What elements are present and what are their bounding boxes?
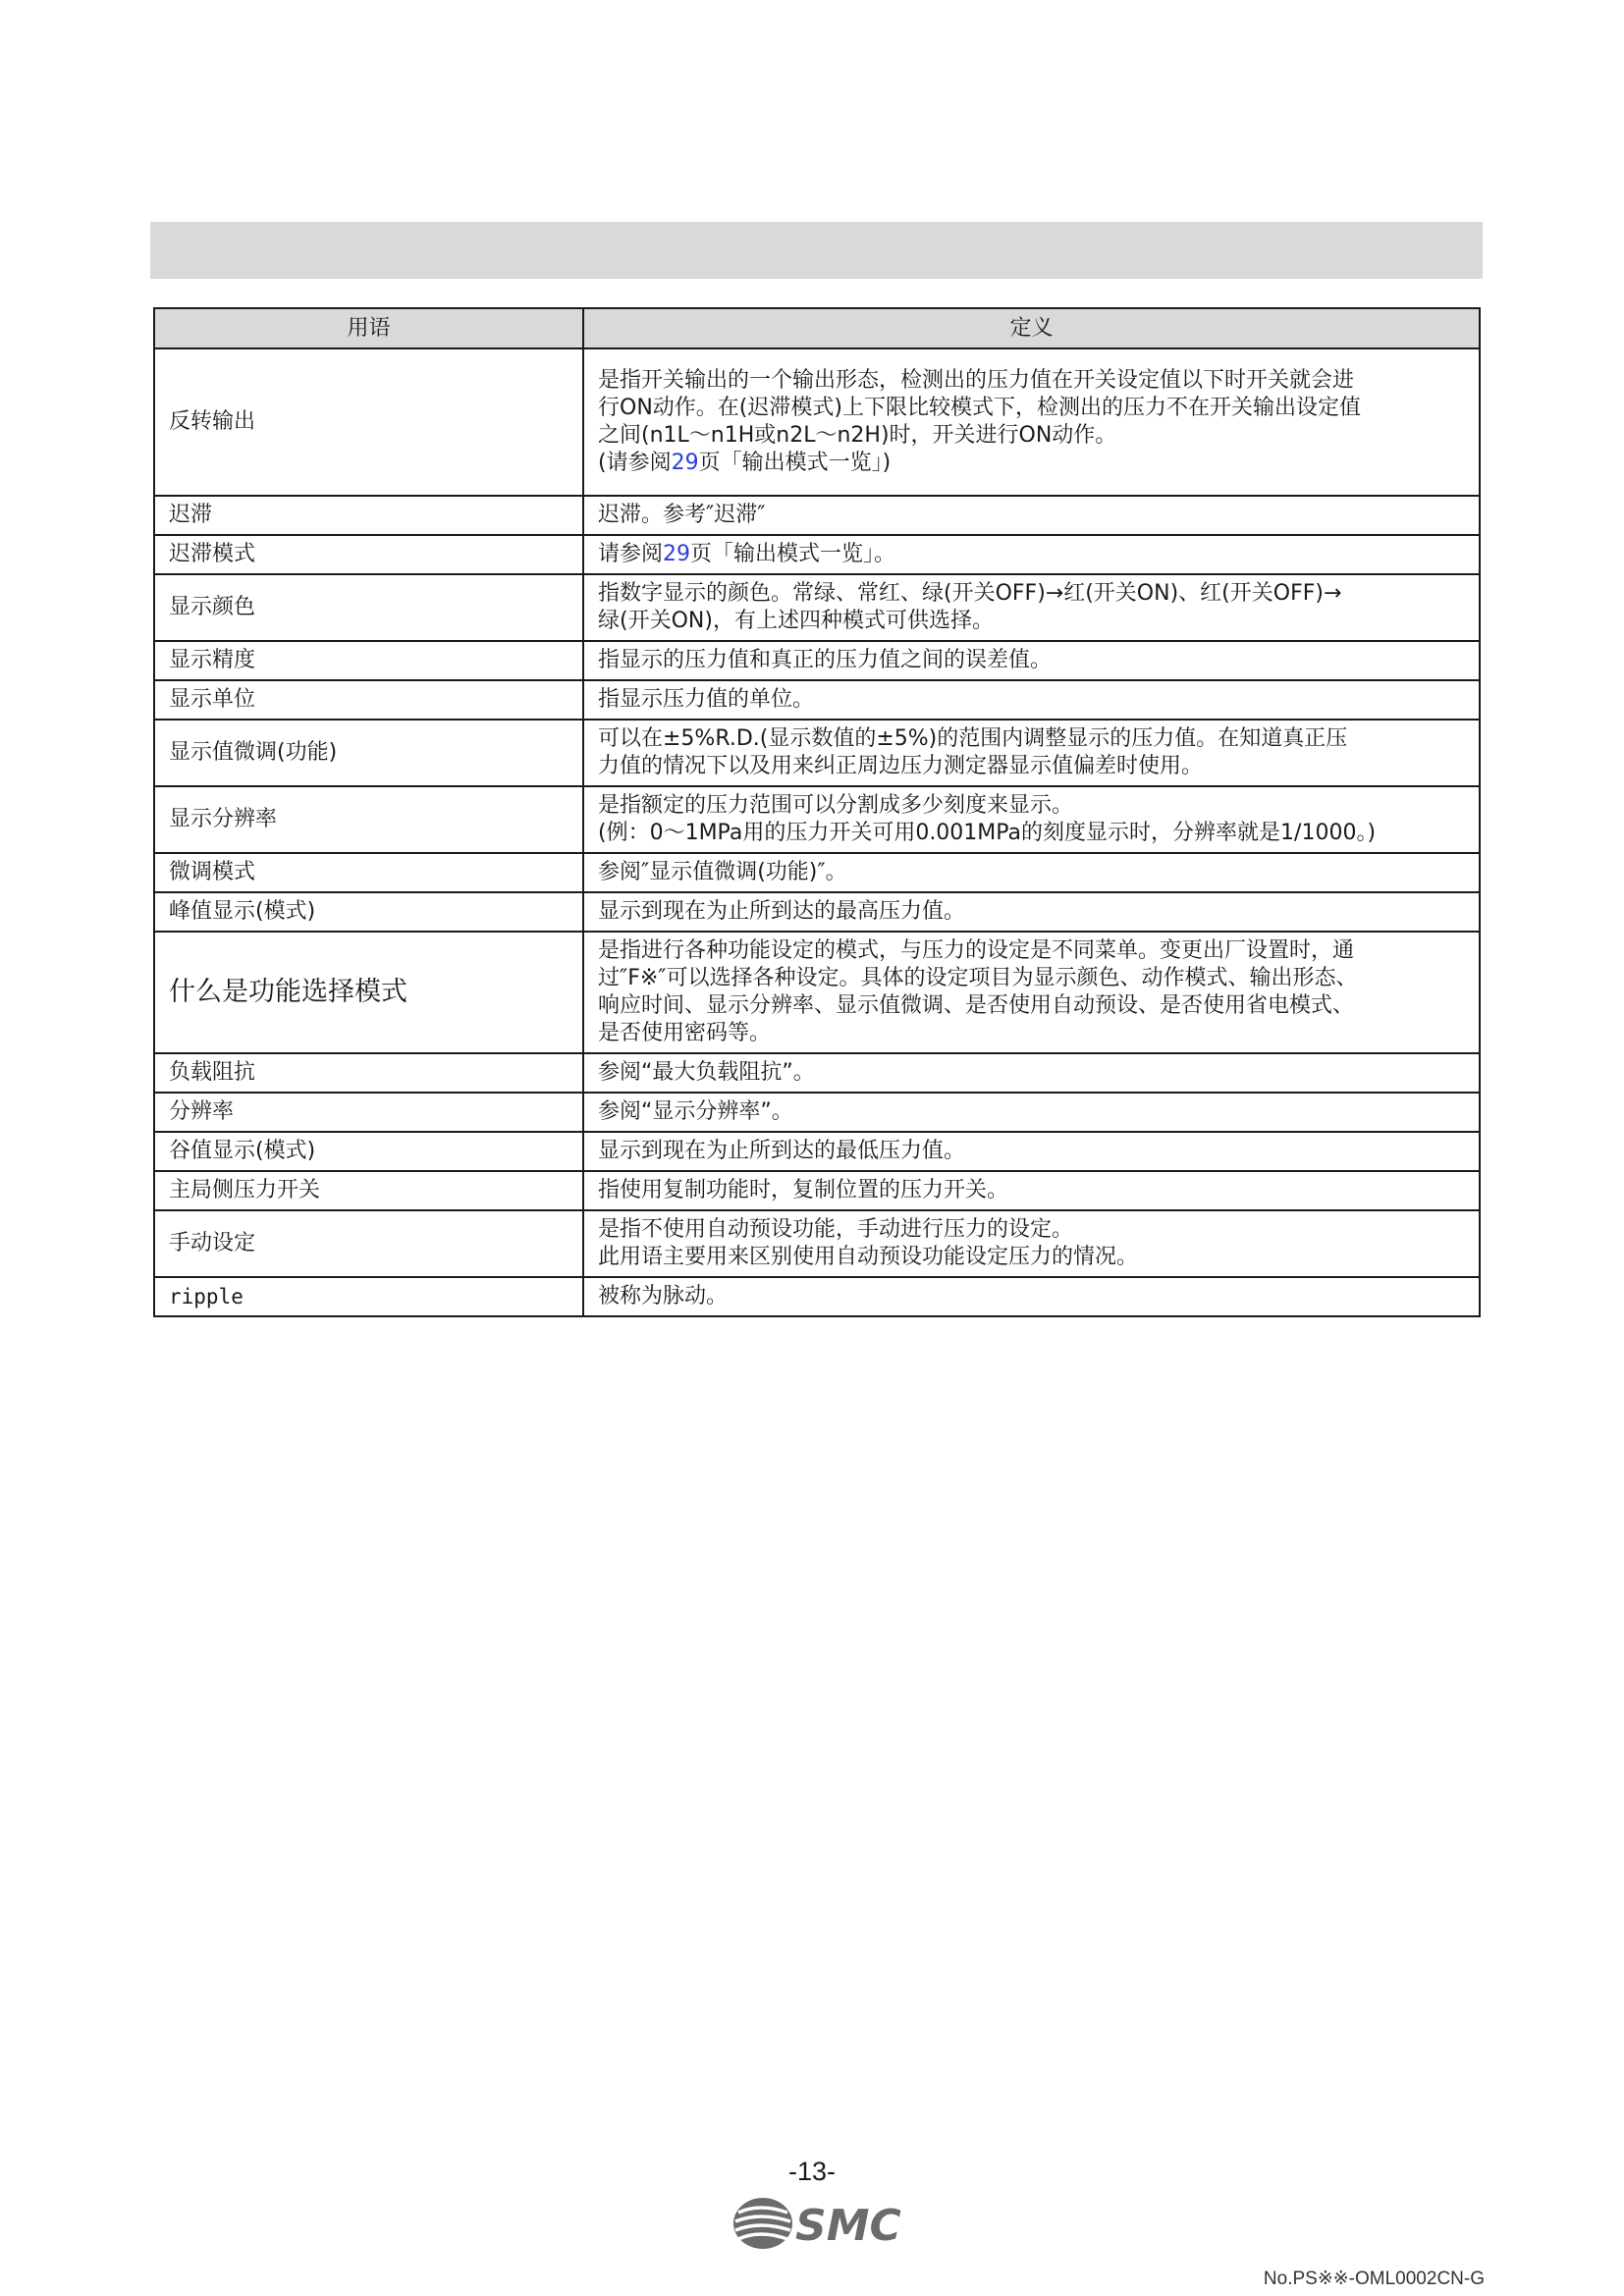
definition-cell xyxy=(583,1132,1480,1171)
table-row xyxy=(154,680,1480,720)
term-cell: 显示分辨率 xyxy=(154,786,583,853)
term-cell: 显示颜色 xyxy=(154,574,583,641)
definition-line: 指数字显示的颜色。常绿、常红、绿(开关OFF)→红(开关ON)、红(开关OFF)→ xyxy=(598,581,1342,606)
term-cell: 谷值显示(模式) xyxy=(154,1132,583,1171)
definition-line: 参阅“最大负载阻抗”。 xyxy=(598,1060,815,1085)
definition-line: (请参阅29页「输出模式一览」) xyxy=(598,451,892,475)
definition-cell xyxy=(583,496,1480,535)
definition-cell xyxy=(583,932,1480,1053)
definition-line: 指显示的压力值和真正的压力值之间的误差值。 xyxy=(598,648,1053,672)
table-row xyxy=(154,1277,1480,1316)
term-cell: 显示精度 xyxy=(154,641,583,680)
term-cell: 负载阻抗 xyxy=(154,1053,583,1093)
definition-cell xyxy=(583,574,1480,641)
page-reference-link[interactable]: 29 xyxy=(663,542,691,566)
header-term: 用语 xyxy=(154,308,583,348)
table-row xyxy=(154,786,1480,853)
table-row xyxy=(154,535,1480,574)
definition-cell xyxy=(583,1093,1480,1132)
table-row xyxy=(154,1093,1480,1132)
term-cell: 主局侧压力开关 xyxy=(154,1171,583,1210)
glossary-table xyxy=(153,307,1481,1317)
definition-line: 迟滞。参考″迟滞″ xyxy=(598,503,766,527)
definition-line: 是指额定的压力范围可以分割成多少刻度来显示。 xyxy=(598,793,1074,818)
term-cell: 显示值微调(功能) xyxy=(154,720,583,786)
table-row xyxy=(154,853,1480,892)
definition-line: 请参阅29页「输出模式一览」。 xyxy=(598,542,896,566)
definition-line: 绿(开关ON)，有上述四种模式可供选择。 xyxy=(598,609,994,633)
term-cell: 手动设定 xyxy=(154,1210,583,1277)
term-cell: 迟滞 xyxy=(154,496,583,535)
table-header-row xyxy=(154,308,1480,348)
table-row xyxy=(154,496,1480,535)
definition-cell xyxy=(583,1053,1480,1093)
definition-cell xyxy=(583,892,1480,932)
definition-line: 是指开关输出的一个输出形态，检测出的压力值在开关设定值以下时开关就会进 xyxy=(598,368,1355,393)
definition-line: 是指不使用自动预设功能，手动进行压力的设定。 xyxy=(598,1217,1074,1242)
table-row xyxy=(154,1053,1480,1093)
definition-cell xyxy=(583,720,1480,786)
definition-line: 过″F※″可以选择各种设定。具体的设定项目为显示颜色、动作模式、输出形态、 xyxy=(598,966,1358,990)
definition-line: 力值的情况下以及用来纠正周边压力测定器显示值偏差时使用。 xyxy=(598,754,1204,778)
table-row xyxy=(154,892,1480,932)
definition-cell xyxy=(583,1210,1480,1277)
definition-cell xyxy=(583,535,1480,574)
page-reference-link[interactable]: 29 xyxy=(671,451,699,475)
definition-cell xyxy=(583,680,1480,720)
definition-line: 是指进行各种功能设定的模式，与压力的设定是不同菜单。变更出厂设置时，通 xyxy=(598,938,1355,963)
definition-line: 是否使用密码等。 xyxy=(598,1021,772,1045)
term-cell: 反转输出 xyxy=(154,348,583,496)
term-cell: 峰值显示(模式) xyxy=(154,892,583,932)
definition-cell xyxy=(583,641,1480,680)
definition-line: 可以在±5%R.D.(显示数值的±5%)的范围内调整显示的压力值。在知道真正压 xyxy=(598,726,1348,751)
definition-line: 响应时间、显示分辨率、显示值微调、是否使用自动预设、是否使用省电模式、 xyxy=(598,993,1355,1018)
table-row xyxy=(154,720,1480,786)
term-cell: 分辨率 xyxy=(154,1093,583,1132)
section-header-band xyxy=(150,222,1483,279)
definition-line: (例：0～1MPa用的压力开关可用0.001MPa的刻度显示时，分辨率就是1/1000。) xyxy=(598,821,1377,845)
definition-line: 参阅″显示值微调(功能)″。 xyxy=(598,860,847,884)
definition-line: 指显示压力值的单位。 xyxy=(598,687,815,712)
definition-line: 指使用复制功能时，复制位置的压力开关。 xyxy=(598,1178,1009,1202)
table-row xyxy=(154,641,1480,680)
definition-cell xyxy=(583,786,1480,853)
glossary-body xyxy=(154,348,1480,1316)
table-row xyxy=(154,1171,1480,1210)
definition-line: 之间(n1L～n1H或n2L～n2H)时，开关进行ON动作。 xyxy=(598,423,1117,448)
definition-line: 行ON动作。在(迟滞模式)上下限比较模式下，检测出的压力不在开关输出设定值 xyxy=(598,396,1361,420)
document-number: No.PS※※-OML0002CN-G xyxy=(1263,2269,1485,2289)
term-cell: 显示单位 xyxy=(154,680,583,720)
smc-logo-icon xyxy=(731,2191,907,2256)
table-row xyxy=(154,932,1480,1053)
definition-line: 被称为脉动。 xyxy=(598,1284,729,1308)
term-cell: ripple xyxy=(154,1277,583,1316)
term-cell: 微调模式 xyxy=(154,853,583,892)
table-row xyxy=(154,1132,1480,1171)
definition-cell xyxy=(583,1171,1480,1210)
definition-cell xyxy=(583,853,1480,892)
definition-line: 显示到现在为止所到达的最低压力值。 xyxy=(598,1139,966,1163)
definition-line: 显示到现在为止所到达的最高压力值。 xyxy=(598,899,966,924)
logo-text: SMC xyxy=(795,2201,901,2251)
term-cell: 迟滞模式 xyxy=(154,535,583,574)
definition-cell xyxy=(583,1277,1480,1316)
definition-cell xyxy=(583,348,1480,496)
table-row xyxy=(154,574,1480,641)
header-definition: 定义 xyxy=(583,308,1480,348)
term-cell: 什么是功能选择模式 xyxy=(154,932,583,1053)
page-number: -13- xyxy=(787,2157,836,2186)
table-row xyxy=(154,348,1480,496)
table-row xyxy=(154,1210,1480,1277)
definition-line: 此用语主要用来区别使用自动预设功能设定压力的情况。 xyxy=(598,1245,1139,1269)
definition-line: 参阅“显示分辨率”。 xyxy=(598,1099,793,1124)
